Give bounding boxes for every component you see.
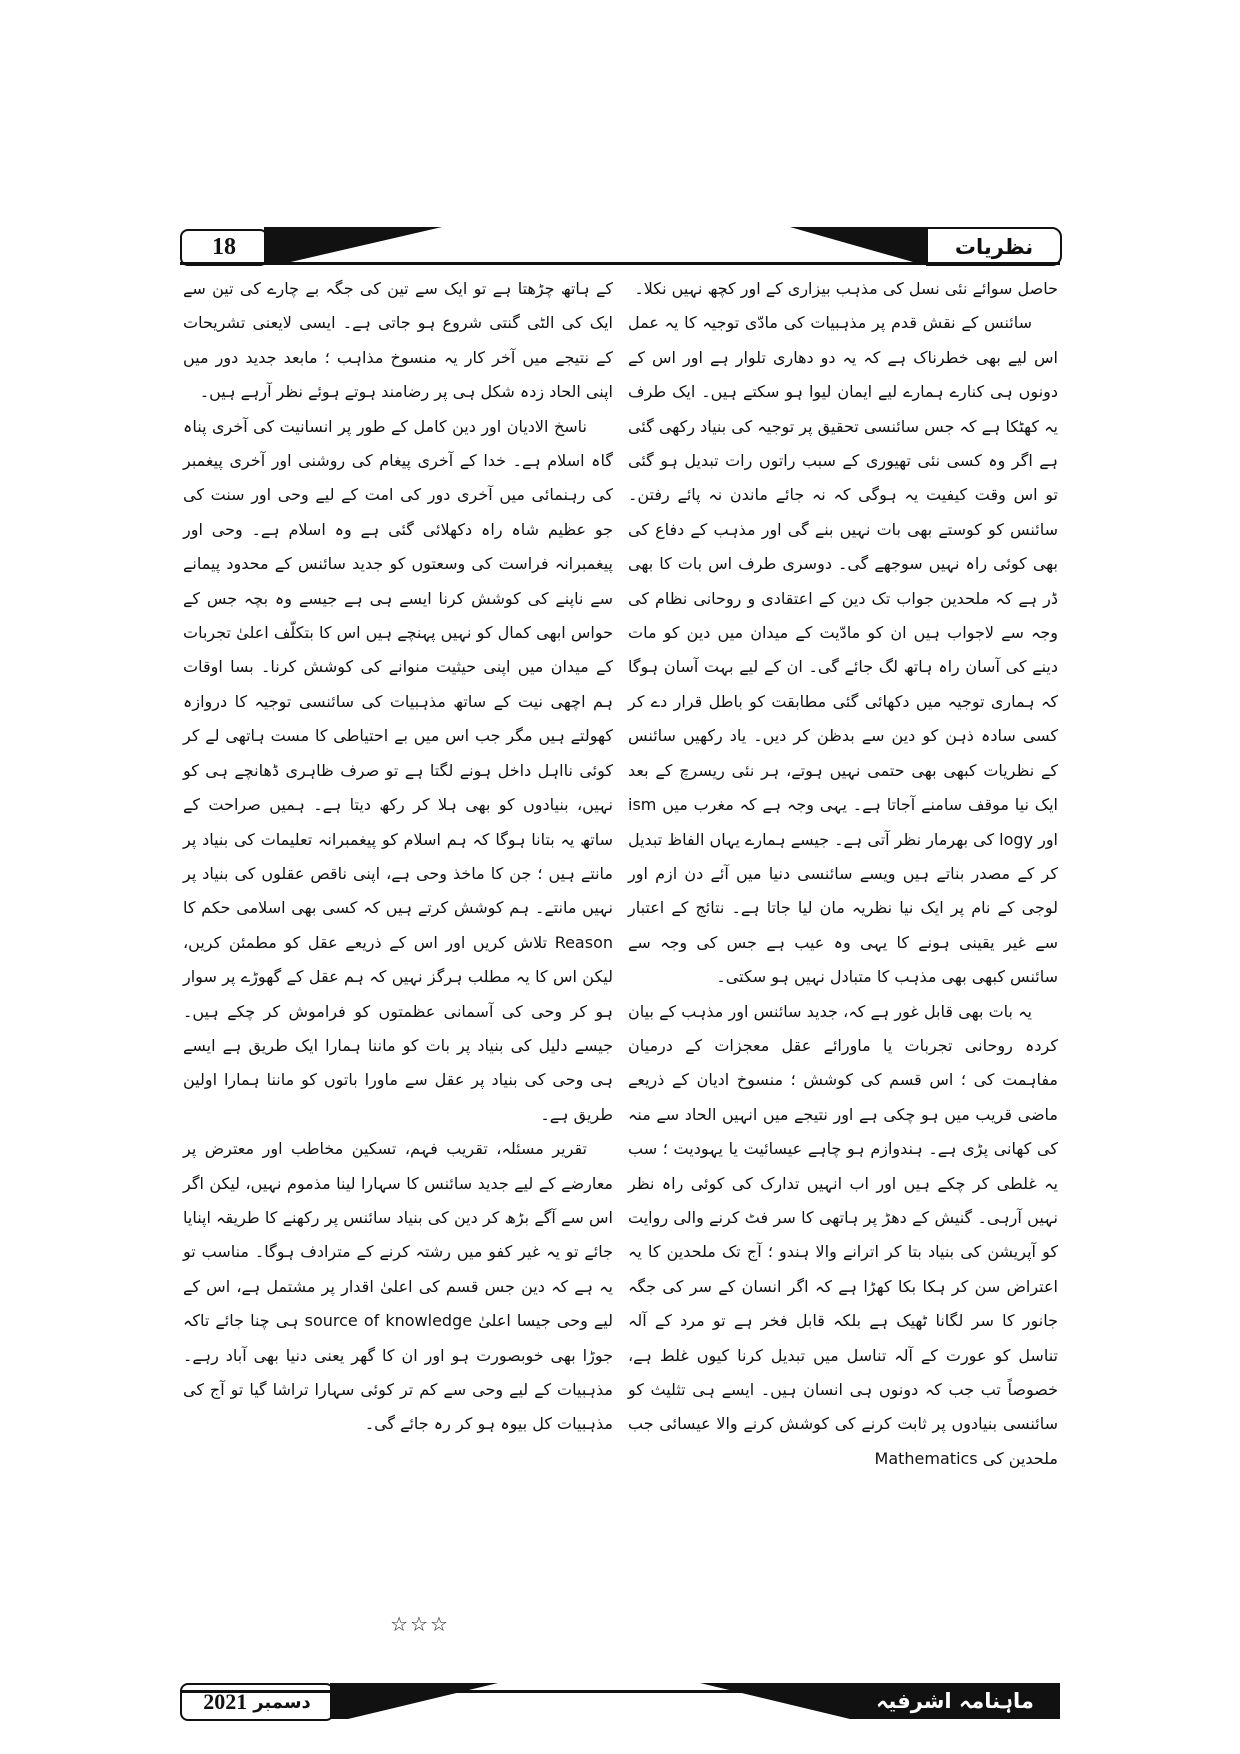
- paragraph: حاصل سوائے نئی نسل کی مذہب بیزاری کے اور کچھ نہیں نکلا۔: [634, 279, 1058, 298]
- header-right-wedge: [790, 227, 920, 264]
- paragraph: ناسخ الادیان اور دین کامل کے طور پر انسانیت کی آخری پناہ گاہ اسلام ہے۔ خدا کے آخری پیغام کی روشنی اور آخری پیغمبر کی رہنمائی میں آخری دور کی امت کے لیے وحی اور سنت کی جو عظیم شاہ راہ دکھلائی گئی ہے وہ اسلام ہے۔ وحی اور پیغمبرانہ فراست کی وسعتوں کو جدید سائنس کے محدود پیمانے سے ناپنے کی کوشش کرنا ایسے ہی ہے جیسے وہ بچہ جس کے حواس ابھی کمال کو نہیں پہنچے ہیں اس کا بتکلّف اعلیٰ تجربات کے میدان میں اپنی حیثیت منوانے کی کوشش کرنا۔ بسا اوقات ہم اچھی نیت کے ساتھ مذہبیات کی سائنسی توجیہ کا دروازہ کھولتے ہیں مگر جب اس میں بے احتیاطی کا مست ہاتھی لے کر کوئی نااہل داخل ہونے لگتا ہے تو صرف ظاہری ڈھانچے ہی کو نہیں، بنیادوں کو بھی ہلا کر رکھ دیتا ہے۔ ہمیں صراحت کے ساتھ یہ بتانا ہوگا کہ ہم اسلام کو پیغمبرانہ تعلیمات کی بنیاد پر مانتے ہیں ؛ جن کا ماخذ وحی ہے، اپنی ناقص عقلوں کی بنیاد پر نہیں مانتے۔ ہم کوشش کرتے ہیں کہ کسی بھی اسلامی حکم کا Reason تلاش کریں اور اس کے ذریعے عقل کو مطمئن کریں، لیکن اس کا یہ مطلب ہرگز نہیں کہ ہم عقل کے گھوڑے پر سوار ہو کر وحی کی آسمانی عظمتوں کو فراموش کر چکے ہیں۔ جیسے دلیل کی بنیاد پر بات کو ماننا ہمارا ایک طریق ہے ایسے ہی وحی کی بنیاد پر عقل سے ماورا باتوں کو ماننا ہمارا اولین طریق ہے۔: [183, 416, 613, 1124]
- footer-right-wedge: [700, 1683, 850, 1719]
- paragraph: سائنس کے نقش قدم پر مذہبیات کی مادّی توجیہ کا یہ عمل اس لیے بھی خطرناک ہے کہ یہ دو دھاری تلوار ہے اور اس کے دونوں ہی کنارے ہمارے لیے ایمان لیوا ہو سکتے ہیں۔ ایک طرف یہ کھٹکا ہے کہ جس سائنسی تحقیق پر توجیہ کی بنیاد رکھی گئی ہے اگر وہ کسی نئی تھیوری کے سبب راتوں رات تبدیل ہو گئی تو اس وقت کیفیت یہ ہوگی کہ نہ جائے ماندن نہ پائے رفتن۔ سائنس کو کوستے بھی بات نہیں بنے گی اور مذہب کے دفاع کی بھی کوئی راہ نہیں سوجھے گی۔ دوسری طرف اس بات کا بھی ڈر ہے کہ ملحدین جواب تک دین کے اعتقادی و روحانی نظام کی وجہ سے لاجواب ہیں ان کو مادّیت کے میدان میں دین کو مات دینے کی آسان راہ ہاتھ لگ جائے گی۔ ان کے لیے بہت آسان ہوگا کہ ہماری توجیہ میں دکھائی گئی مطابقت کو باطل قرار دے کر کسی سادہ ذہن کو دین سے بدظن کر دیں۔ یاد رکھیں سائنس کے نظریات کبھی بھی حتمی نہیں ہوتے، ہر نئی ریسرچ کے بعد ایک نیا موقف سامنے آجاتا ہے۔ یہی وجہ ہے کہ مغرب میں ism اور logy کی بھرمار نظر آتی ہے۔ جیسے ہمارے یہاں الفاظ تبدیل کر کے مصدر بناتے ہیں ویسے سائنسی دنیا میں آئے دن ازم اور لوجی کے نام پر ایک نیا نظریہ مان لیا جاتا ہے۔ نتائج کے اعتبار سے غیر یقینی ہونے کا یہی وہ عیب ہے جس کی وجہ سے سائنس کبھی بھی مذہب کا متبادل نہیں ہو سکتی۔: [627, 313, 1059, 987]
- left-column: [183, 272, 613, 1442]
- header-left-bar: [264, 227, 282, 264]
- header-left-wedge: [282, 227, 442, 264]
- paragraph: کے ہاتھ چڑھتا ہے تو ایک سے تین کی جگہ بے چارے کی تین سے ایک کی الٹی گنتی شروع ہو جاتی ہے۔ ایسی لایعنی تشریحات کے نتیجے میں آخر کار یہ منسوخ مذاہب ؛ مابعد جدید دور میں اپنی الحاد زدہ شکل ہی پر رضامند ہوتے ہوئے نظر آرہے ہیں۔: [183, 279, 613, 402]
- footer-left-wedge: [348, 1683, 498, 1719]
- footer-left-bar: [330, 1683, 348, 1719]
- right-column: [628, 272, 1058, 1476]
- section-title: نظریات: [926, 227, 1062, 266]
- issue-year: 2021: [203, 1689, 248, 1714]
- paragraph: یہ بات بھی قابل غور ہے کہ، جدید سائنس اور مذہب کے بیان کردہ روحانی تجربات یا ماورائے عقل معجزات کے درمیان مفاہمت کی ؛ اس قسم کی کوشش ؛ منسوخ ادیان کے ذریعے ماضی قریب میں ہو چکی ہے اور نتیجے میں انہیں الحاد سے منہ کی کھانی پڑی ہے۔ ہندوازم ہو چاہے عیسائیت یا یہودیت ؛ سب یہ غلطی کر چکے ہیں اور اب انہیں تدارک کی کوئی راہ نظر نہیں آرہی۔ گنیش کے دھڑ پر ہاتھی کا سر فٹ کرنے والی روایت کو آپریشن کی بنیاد بتا کر اترانے والا ہندو ؛ آج تک ملحدین کا یہ اعتراض سن کر ہکا بکا کھڑا ہے کہ اگر انسان کے سر کی جگہ جانور کا سر لگانا ٹھیک ہے بلکہ قابل فخر ہے تو مرد کے آلہ تناسل کو عورت کے آلہ تناسل میں تبدیل کرنا کیوں غلط ہے، خصوصاً تب جب کہ دونوں ہی انسان ہیں۔ ایسے ہی تثلیث کو سائنسی بنیادوں پر ثابت کرنے کی کوشش کرنے والا عیسائی جب ملحدین کی Mathematics: [628, 1001, 1058, 1468]
- issue-month: دسمبر: [253, 1691, 311, 1713]
- end-marker: ☆☆☆: [390, 1612, 450, 1636]
- page-number: 18: [180, 229, 268, 266]
- issue-date: [180, 1683, 334, 1721]
- magazine-name: ماہنامہ اشرفیہ: [850, 1683, 1060, 1719]
- paragraph: تقریر مسئلہ، تقریب فہم، تسکین مخاطب اور معترض پر معارضے کے لیے جدید سائنس کا سہارا لینا مذموم نہیں، لیکن اگر اس سے آگے بڑھ کر دین کی بنیاد سائنس پر رکھنے کا طریقہ اپنایا جائے تو یہ غیر کفو میں رشتہ کرنے کے مترادف ہوگا۔ مناسب تو یہ ہے کہ دین جس قسم کی اعلیٰ اقدار پر مشتمل ہے، اس کے لیے وحی جیسا اعلیٰ source of knowledge ہی چنا جائے تاکہ جوڑا بھی خوبصورت ہو اور ان کا گھر یعنی دنیا بھی آباد رہے۔ مذہبیات کے لیے وحی سے کم تر کوئی سہارا تراشا گیا تو آج کی مذہبیات کل بیوہ ہو کر رہ جائے گی۔: [183, 1139, 614, 1434]
